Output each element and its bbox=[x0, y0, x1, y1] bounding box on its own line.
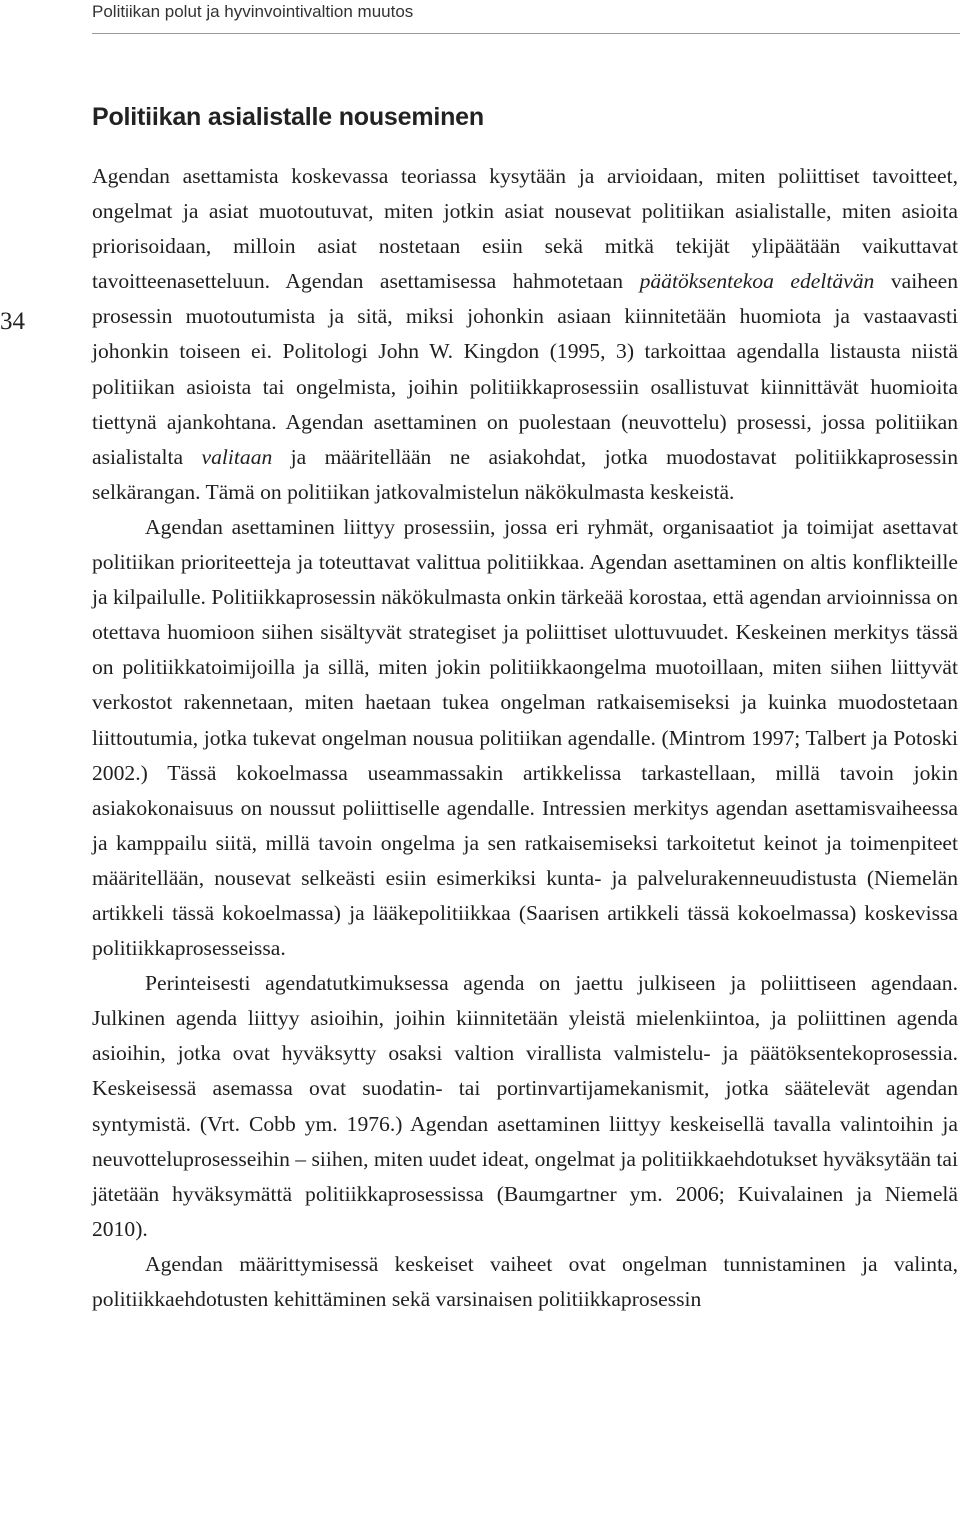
section-heading: Politiikan asialistalle nouseminen bbox=[92, 103, 484, 131]
header-rule bbox=[92, 33, 960, 34]
paragraph-4: Agendan määrittymisessä keskeiset vaiheet ovat ongelman tunnistaminen ja valinta, politiikkaehdotusten kehittäminen sekä varsinaisen politiikkaprosessin bbox=[92, 1251, 958, 1311]
paragraph-1 bbox=[92, 159, 958, 510]
running-header: Politiikan polut ja hyvinvointivaltion muutos bbox=[92, 2, 414, 21]
paragraph-1-italic-b: valitaan bbox=[201, 444, 273, 469]
paragraph-1-text-b: vaiheen prosessin muotoutumista ja sitä, miksi johonkin asiaan kiinnitetään huomiota ja vastaavasti johonkin toiseen ei. Politologi John W. Kingdon (1995, 3) tarkoittaa agendalla listausta niistä politiikan asioista tai ongelmista, joihin politiikkaprosessiin osallistuvat kiinnittävät huomioita tiettynä ajankohtana. Agendan asettaminen on puolestaan (neuvottelu) prosessi, jossa politiikan asialistalta bbox=[92, 269, 959, 469]
page-number: 34 bbox=[0, 308, 25, 335]
paragraph-3: Perinteisesti agendatutkimuksessa agenda on jaettu julkiseen ja poliittiseen agendaan. Julkinen agenda liittyy asioihin, joihin kiinnitetään yleistä mielenkiintoa, ja poliittinen agenda asioihin, jotka ovat hyväksytty osaksi valtion virallista valmistelu- ja päätöksentekoprosessia. Keskeisessä asemassa ovat suodatin- tai portinvartijamekanismit, jotka säätelevät agendan syntymistä. (Vrt. Cobb ym. 1976.) Agendan asettaminen liittyy keskeisellä tavalla valintoihin ja neuvotteluprosesseihin – siihen, miten uudet ideat, ongelmat ja politiikkaehdotukset hyväksytään tai jätetään hyväksymättä politiikkaprosessissa (Baumgartner ym. 2006; Kuivalainen ja Niemelä 2010). bbox=[92, 971, 958, 1241]
paragraph-1-italic-a: päätöksentekoa edeltävän bbox=[639, 269, 875, 294]
paragraph-1-text-a: Agendan asettamista koskevassa teoriassa kysytään ja arvioidaan, miten poliittiset tavoitteet, ongelmat ja asiat muotoutuvat, miten jotkin asiat nousevat politiikan asialistalle, miten asioita priorisoidaan, milloin asiat nostetaan esiin sekä mitkä tekijät ylipäätään vaikuttavat tavoitteenasetteluun. Agendan asettamisessa hahmotetaan bbox=[92, 164, 958, 294]
paragraph-2: Agendan asettaminen liittyy prosessiin, jossa eri ryhmät, organisaatiot ja toimijat asettavat politiikan prioriteetteja ja toteuttavat valittua politiikkaa. Agendan asettaminen on altis konflikteille ja kilpailulle. Politiikkaprosessin näkökulmasta onkin tärkeää korostaa, että agendan arvioinnissa on otettava huomioon siihen sisältyvät strategiset ja poliittiset ulottuvuudet. Keskeinen merkitys tässä on politiikkatoimijoilla ja sillä, miten jokin politiikkaongelma muotoillaan, miten siihen liittyvät verkostot rakennetaan, miten haetaan tukea ongelman ratkaisemiseksi ja kuinka muodostetaan liittoutumia, jotka tukevat ongelman nousua politiikan agendalle. (Mintrom 1997; Talbert ja Potoski 2002.) Tässä kokoelmassa useammassakin artikkelissa tarkastellaan, millä tavoin jokin asiakokonaisuus on noussut poliittiselle agendalle. Intressien merkitys agendan asettamisvaiheessa ja kamppailu siitä, millä tavoin ongelma ja sen ratkaisemiseksi tarkoitetut keinot ja toimenpiteet määritellään, nousevat selkeästi esiin esimerkiksi kunta- ja palvelurakenneuudistusta (Niemelän artikkeli tässä kokoelmassa) ja lääkepolitiikkaa (Saarisen artikkeli tässä kokoelmassa) koskevissa politiikkaprosesseissa. bbox=[92, 514, 958, 961]
paragraph-1-text-c: ja määritellään ne asiakohdat, jotka muodostavat politiikkaprosessin selkärangan. Tämä on politiikan jatkovalmistelun näkökulmasta keskeistä. bbox=[92, 444, 958, 504]
body-text bbox=[92, 159, 958, 1317]
